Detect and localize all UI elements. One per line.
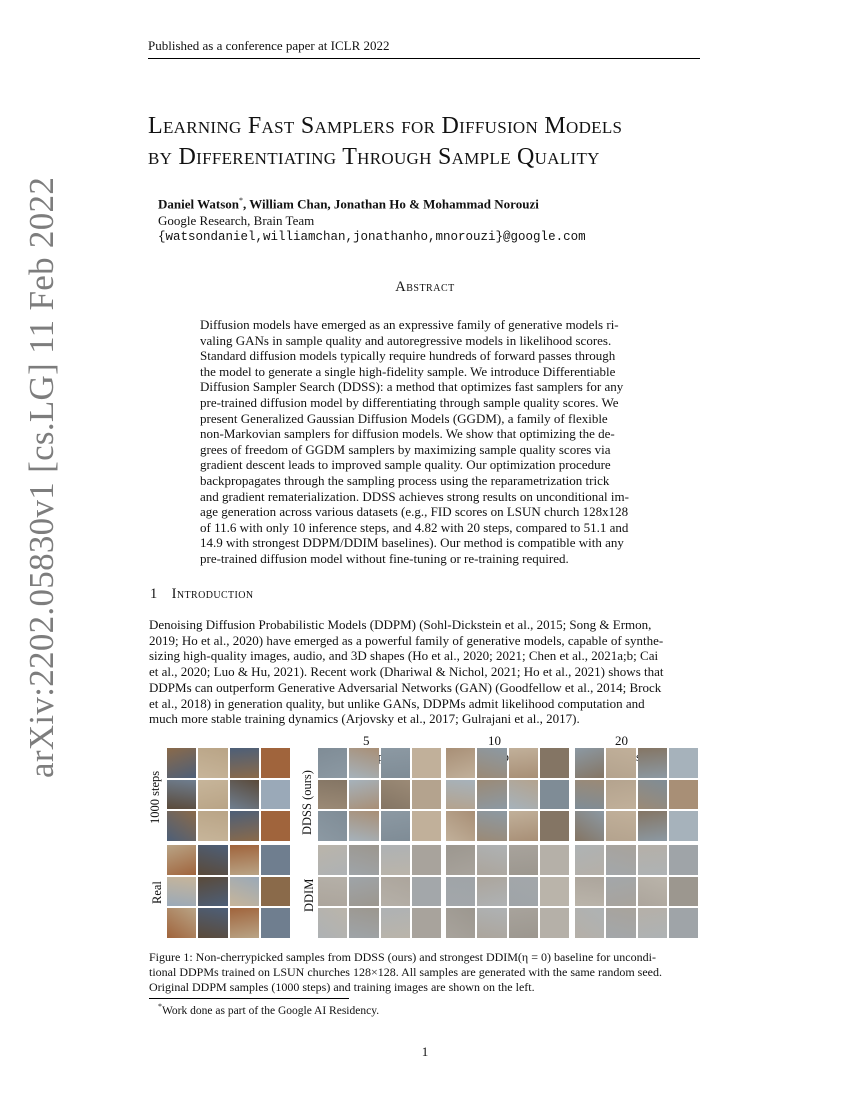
sample-thumbnail	[381, 780, 410, 810]
step-label-5: 5	[363, 733, 370, 748]
sample-thumbnail	[230, 748, 259, 778]
sample-thumbnail	[318, 811, 347, 841]
intro-line: et al., 2018) in generation quality, but unlike GANs, DDPMs admit likelihood computation and	[149, 695, 645, 711]
sample-thumbnail	[477, 780, 506, 810]
sample-thumbnail	[167, 811, 196, 841]
paper-title	[148, 111, 748, 173]
sample-thumbnail	[349, 845, 378, 875]
sample-thumbnail	[509, 908, 538, 938]
grid-ddim-5	[318, 845, 441, 938]
sample-thumbnail	[606, 908, 635, 938]
sample-thumbnail	[669, 908, 698, 938]
sample-thumbnail	[446, 748, 475, 778]
caption-line: Figure 1: Non-cherrypicked samples from DDSS (ours) and strongest DDIM(η = 0) baseline for uncondi-	[149, 950, 656, 964]
affiliation: Google Research, Brain Team	[158, 213, 315, 229]
sample-thumbnail	[230, 845, 259, 875]
abstract-line: Standard diffusion models typically require hundreds of forward passes through	[200, 348, 616, 364]
abstract-line: present Generalized Gaussian Diffusion Models (GGDM), a family of flexible	[200, 410, 608, 426]
sample-thumbnail	[412, 908, 441, 938]
abstract-line: non-Markovian samplers for diffusion models. We show that optimizing the de-	[200, 426, 615, 442]
sample-thumbnail	[412, 811, 441, 841]
sample-thumbnail	[477, 908, 506, 938]
sample-thumbnail	[261, 877, 290, 907]
sample-thumbnail	[575, 780, 604, 810]
sample-thumbnail	[509, 780, 538, 810]
sample-thumbnail	[230, 780, 259, 810]
sample-thumbnail	[575, 811, 604, 841]
sample-thumbnail	[509, 877, 538, 907]
intro-line: et al., 2020; Luo & Hu, 2021). Recent work (Dhariwal & Nichol, 2021; Ho et al., 2021) shows that	[149, 664, 664, 680]
sample-thumbnail	[575, 845, 604, 875]
sample-thumbnail	[349, 908, 378, 938]
caption-line: tional DDPMs trained on LSUN churches 128×128. All samples are generated with the same random seed.	[149, 965, 662, 979]
sample-thumbnail	[575, 877, 604, 907]
sample-thumbnail	[412, 748, 441, 778]
sample-thumbnail	[638, 780, 667, 810]
sample-thumbnail	[575, 908, 604, 938]
sample-thumbnail	[349, 877, 378, 907]
sample-thumbnail	[540, 748, 569, 778]
grid-ddim-20	[575, 845, 698, 938]
page-number: 1	[421, 1044, 429, 1059]
sample-thumbnail	[261, 908, 290, 938]
sample-thumbnail	[446, 877, 475, 907]
abstract-line: Diffusion models have emerged as an expressive family of generative models ri-	[200, 317, 619, 332]
abstract-line: pre-trained diffusion model without fine-tuning or re-training required.	[200, 550, 569, 566]
footnote-mark: *	[158, 1002, 162, 1011]
sample-thumbnail	[540, 780, 569, 810]
sample-thumbnail	[606, 780, 635, 810]
sample-thumbnail	[477, 845, 506, 875]
sample-thumbnail	[509, 748, 538, 778]
other-authors: , William Chan, Jonathan Ho & Mohammad Norouzi	[243, 196, 539, 212]
sample-thumbnail	[446, 845, 475, 875]
sample-thumbnail	[540, 877, 569, 907]
arxiv-stamp[interactable]: arXiv:2202.05830v1 [cs.LG] 11 Feb 2022	[22, 176, 61, 778]
sample-thumbnail	[318, 908, 347, 938]
sample-thumbnail	[318, 845, 347, 875]
sample-thumbnail	[669, 877, 698, 907]
sample-thumbnail	[230, 811, 259, 841]
label-ddim: DDIM	[302, 878, 316, 912]
grid-ddim-10	[446, 845, 569, 938]
title-line-1: Learning Fast Samplers for Diffusion Models	[148, 113, 623, 139]
abstract-line: 14.9 with strongest DDPM/DDIM baselines). Our method is compatible with any	[200, 535, 624, 551]
sample-thumbnail	[167, 748, 196, 778]
sample-thumbnail	[318, 877, 347, 907]
sample-thumbnail	[669, 748, 698, 778]
sample-thumbnail	[167, 780, 196, 810]
sample-thumbnail	[540, 908, 569, 938]
sample-thumbnail	[606, 811, 635, 841]
sample-thumbnail	[198, 908, 227, 938]
intro-line: sizing high-quality images, audio, and 3D shapes (Ho et al., 2020; 2021; Chen et al., 2021a;b; Cai	[149, 648, 659, 664]
sample-thumbnail	[261, 845, 290, 875]
sample-thumbnail	[638, 845, 667, 875]
sample-thumbnail	[446, 780, 475, 810]
abstract-line: the model to generate a single high-fidelity sample. We introduce Differentiable	[200, 363, 616, 379]
sample-thumbnail	[575, 748, 604, 778]
intro-line: 2019; Ho et al., 2020) have emerged as a powerful family of generative models, capable of synthe-	[149, 632, 664, 648]
sample-thumbnail	[509, 811, 538, 841]
sample-thumbnail	[198, 748, 227, 778]
sample-thumbnail	[381, 877, 410, 907]
sample-thumbnail	[198, 877, 227, 907]
sample-thumbnail	[349, 748, 378, 778]
sample-thumbnail	[446, 908, 475, 938]
section-heading	[150, 586, 254, 603]
sample-thumbnail	[318, 780, 347, 810]
grid-ddss-5	[318, 748, 441, 841]
abstract-heading: Abstract	[395, 279, 455, 295]
author-footnote-mark: *	[239, 196, 244, 205]
section-title: Introduction	[171, 586, 254, 602]
sample-thumbnail	[669, 780, 698, 810]
sample-thumbnail	[261, 811, 290, 841]
abstract-line: and gradient rematerialization. DDSS achieves strong results on unconditional im-	[200, 488, 629, 504]
abstract-line: backpropagates through the sampling process using the reparametrization trick	[200, 472, 610, 488]
sample-thumbnail	[198, 845, 227, 875]
grid-ddss-10	[446, 748, 569, 841]
sample-thumbnail	[412, 877, 441, 907]
sample-thumbnail	[638, 811, 667, 841]
sample-thumbnail	[381, 748, 410, 778]
sample-thumbnail	[167, 845, 196, 875]
sample-thumbnail	[669, 811, 698, 841]
author-names	[158, 192, 718, 212]
sample-thumbnail	[198, 780, 227, 810]
sample-thumbnail	[349, 780, 378, 810]
step-label-10: 10	[488, 733, 501, 748]
sample-thumbnail	[412, 845, 441, 875]
abstract-line: of 11.6 with only 10 inference steps, and 4.82 with 20 steps, compared to 51.1 and	[200, 519, 629, 535]
sample-thumbnail	[606, 748, 635, 778]
sample-thumbnail	[606, 845, 635, 875]
sample-thumbnail	[230, 877, 259, 907]
venue-header: Published as a conference paper at ICLR 2022	[148, 38, 700, 59]
intro-line: Denoising Diffusion Probabilistic Models (DDPM) (Sohl-Dickstein et al., 2015; Song & Ermon,	[149, 617, 652, 632]
figure-caption	[149, 950, 701, 995]
sample-thumbnail	[261, 748, 290, 778]
sample-thumbnail	[606, 877, 635, 907]
footnote-rule	[149, 998, 349, 999]
sample-thumbnail	[638, 908, 667, 938]
sample-thumbnail	[669, 845, 698, 875]
sample-thumbnail	[638, 748, 667, 778]
abstract-body	[200, 317, 652, 567]
sample-thumbnail	[381, 908, 410, 938]
sample-thumbnail	[638, 877, 667, 907]
sample-thumbnail	[412, 780, 441, 810]
sample-thumbnail	[540, 811, 569, 841]
author-block	[158, 192, 718, 246]
grid-ddss-20	[575, 748, 698, 841]
email-addresses[interactable]: {watsondaniel,williamchan,jonathanho,mnorouzi}@google.com	[158, 230, 586, 245]
sample-thumbnail	[477, 811, 506, 841]
abstract-line: Diffusion Sampler Search (DDSS): a method that optimizes fast samplers for any	[200, 379, 624, 395]
abstract-line: age generation across various datasets (e.g., FID scores on LSUN church 128x128	[200, 504, 629, 520]
abstract-line: valing GANs in sample quality and autoregressive models in likelihood scores.	[200, 332, 612, 348]
grid-1000-steps	[167, 748, 290, 841]
sample-thumbnail	[261, 780, 290, 810]
grid-real	[167, 845, 290, 938]
sample-thumbnail	[540, 845, 569, 875]
sample-thumbnail	[167, 877, 196, 907]
sample-thumbnail	[381, 845, 410, 875]
sample-thumbnail	[230, 908, 259, 938]
footnote	[158, 1002, 379, 1017]
footnote-text: Work done as part of the Google AI Residency.	[162, 1004, 380, 1017]
sample-thumbnail	[198, 811, 227, 841]
sample-thumbnail	[509, 845, 538, 875]
sample-thumbnail	[349, 811, 378, 841]
abstract-line: gradient descent leads to improved sample quality. Our optimization procedure	[200, 457, 611, 473]
first-author: Daniel Watson	[158, 196, 240, 212]
step-label-20: 20	[615, 733, 628, 748]
sample-thumbnail	[446, 811, 475, 841]
title-line-2: by Differentiating Through Sample Quality	[148, 144, 600, 170]
sample-thumbnail	[477, 877, 506, 907]
section-number: 1	[150, 586, 158, 602]
sample-thumbnail	[167, 908, 196, 938]
intro-body	[149, 617, 701, 727]
sample-thumbnail	[477, 748, 506, 778]
label-1000-steps: 1000 steps	[148, 770, 162, 824]
label-ddss: DDSS (ours)	[300, 770, 314, 835]
abstract-line: grees of freedom of GGDM samplers by maximizing sample quality scores via	[200, 441, 611, 457]
caption-line: Original DDPM samples (1000 steps) and training images are shown on the left.	[149, 980, 535, 994]
sample-thumbnail	[318, 748, 347, 778]
abstract-line: pre-trained diffusion model by differentiating through sample quality scores. We	[200, 394, 619, 410]
intro-line: DDPMs can outperform Generative Adversarial Networks (GAN) (Goodfellow et al., 2014; Brock	[149, 679, 662, 695]
sample-thumbnail	[381, 811, 410, 841]
label-real: Real	[150, 881, 164, 904]
intro-line: much more stable training dynamics (Arjovsky et al., 2017; Gulrajani et al., 2017).	[149, 711, 580, 727]
